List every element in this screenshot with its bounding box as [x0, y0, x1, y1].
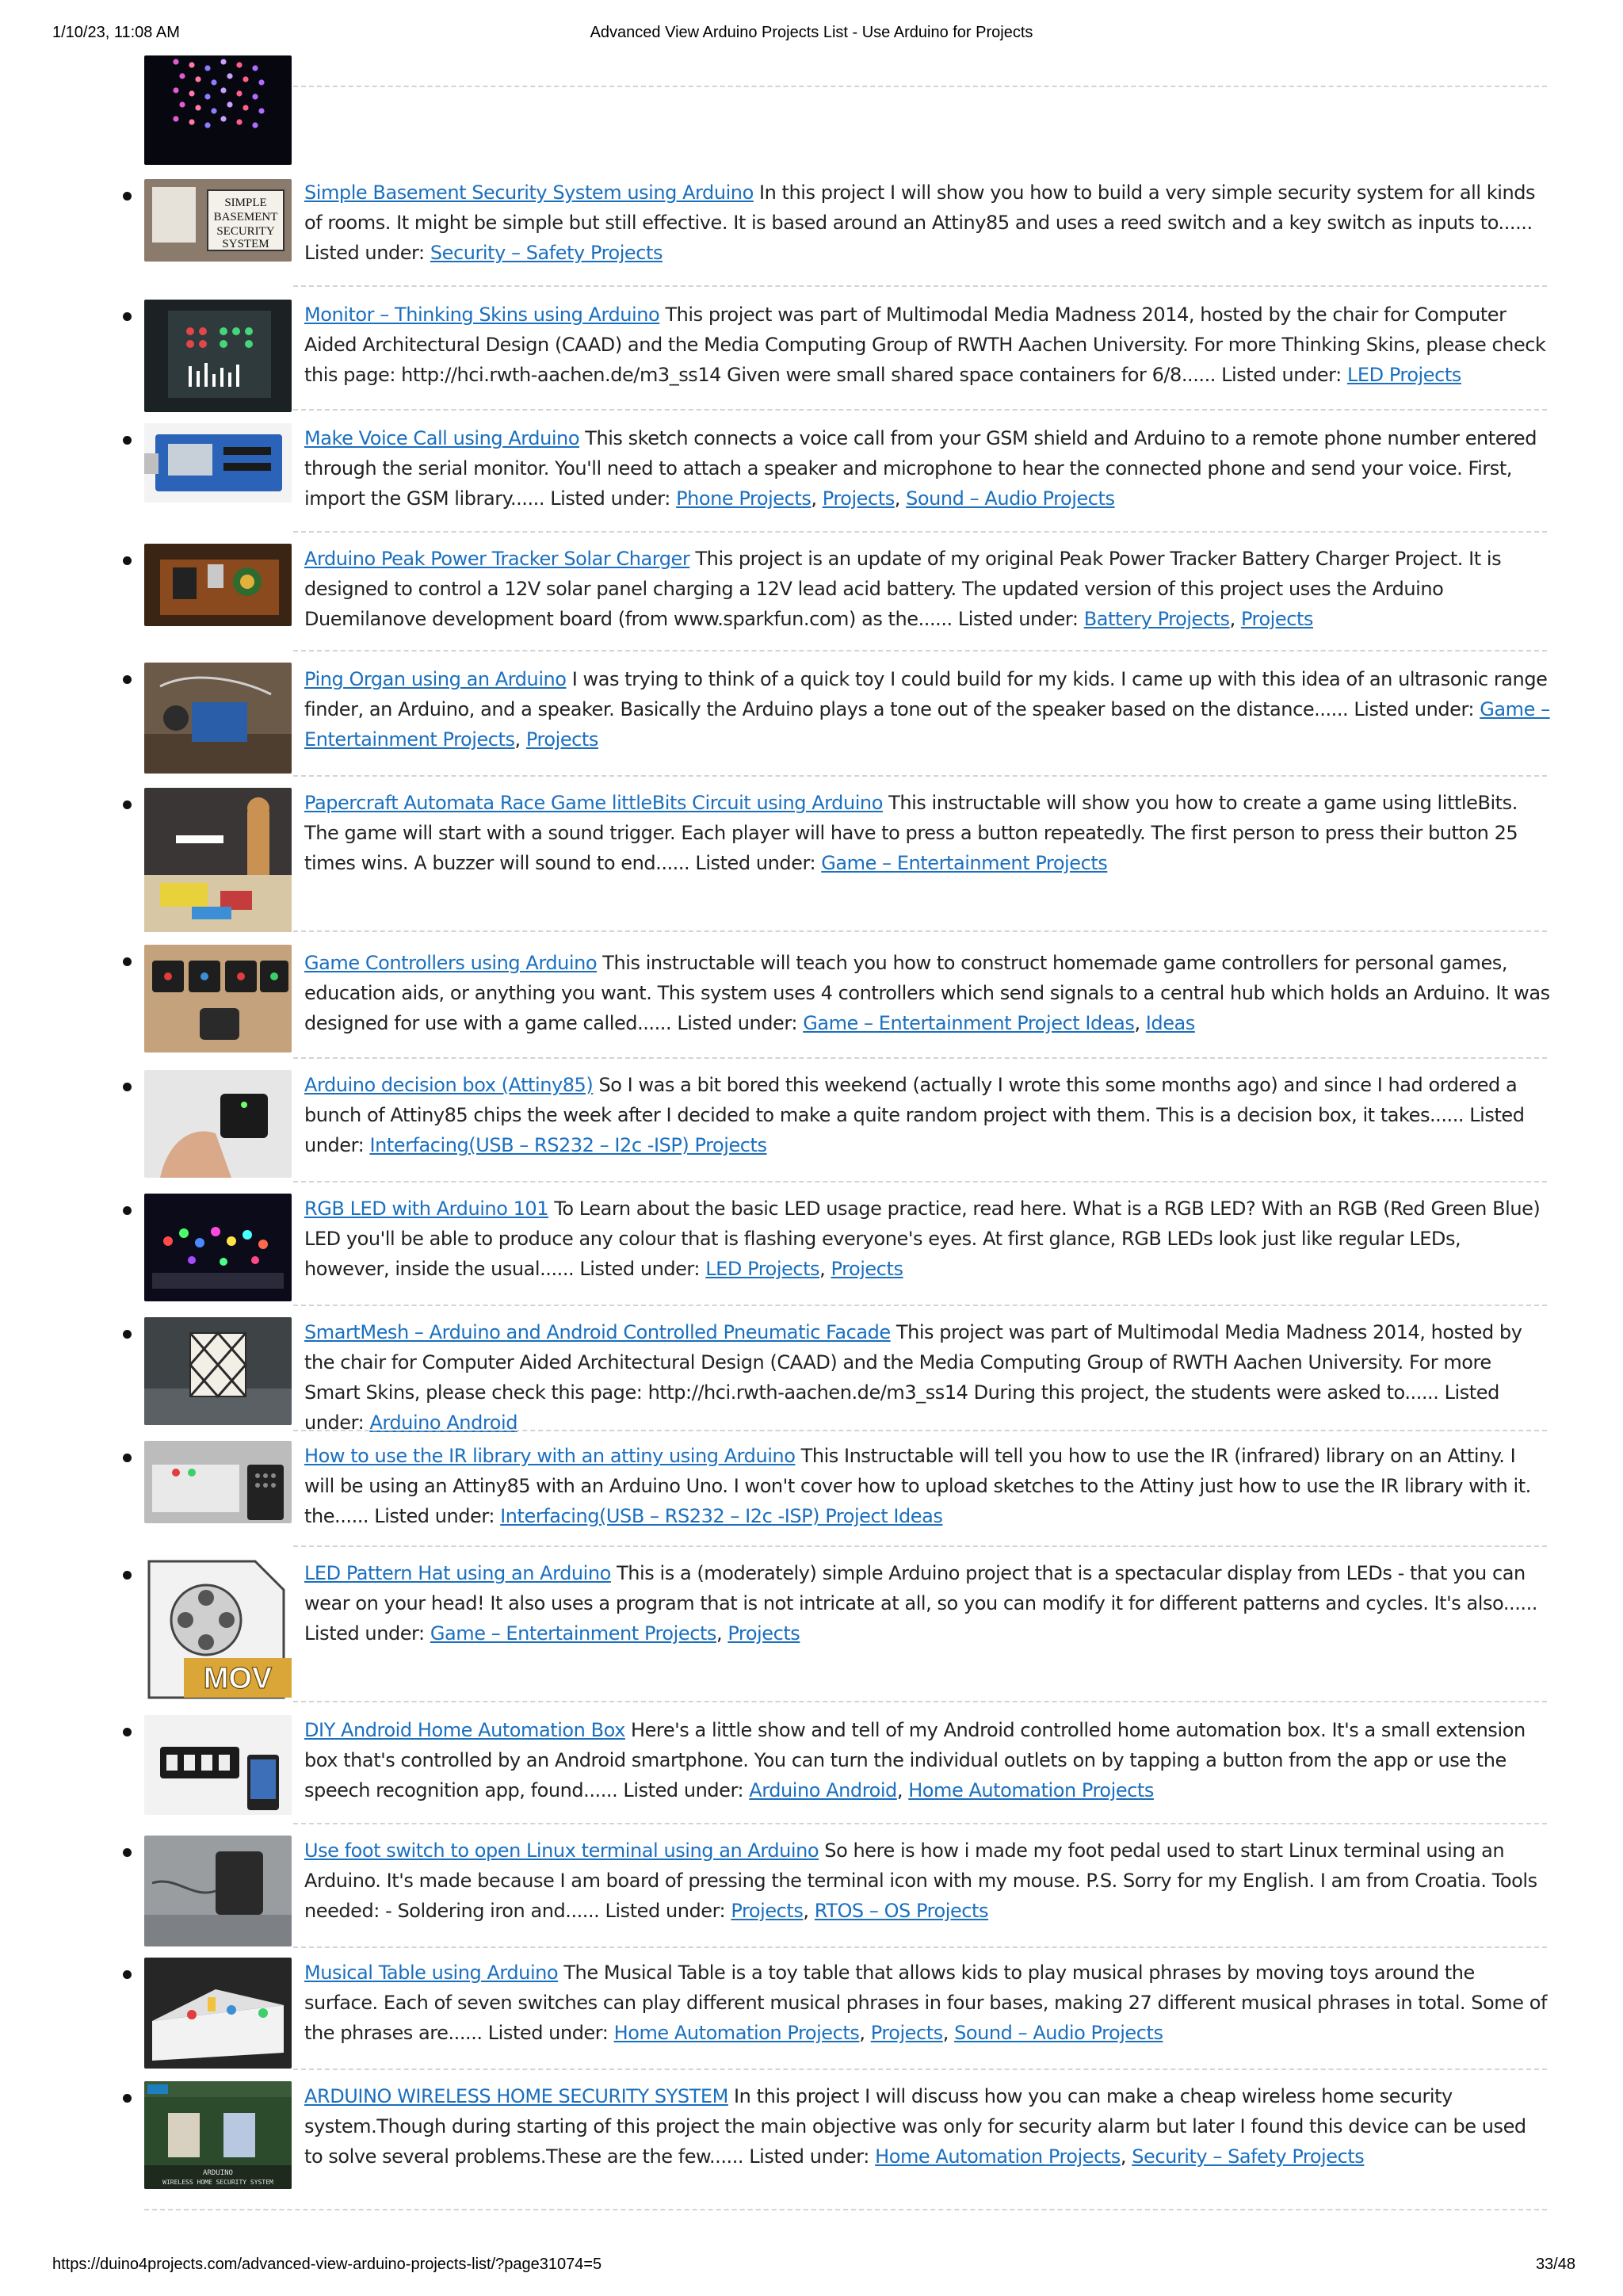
project-description: This project was part of Multimodal Media Madness 2014, hosted by the chair for Computer Aided Architectural Design (CAAD) and the Media Computing Group of RWTH Aachen University. For more Smart Skins, please check this page: http://hci.rwth-aachen.de/m3_ss14 During this project, the students were asked to...... Listed under:: [304, 1321, 1522, 1434]
project-summary: Arduino Peak Power Tracker Solar Charger This project is an update of my original Peak Power Tracker Battery Charger Project. It is designed to control a 12V solar panel charging a 12V lead acid battery. The updated version of this project uses the Arduino Duemilanove development board (from www.sparkfun.com) as the...... Listed under: Battery Projects, Projects: [304, 548, 1502, 630]
project-summary: [304, 300, 1550, 390]
papercraft-icon[interactable]: [144, 788, 292, 932]
project-summary: ARDUINO WIRELESS HOME SECURITY SYSTEM In this project I will discuss how you can make a cheap wireless home security system.Though during starting of this project the main objective was only for security alarm but later I found this device can be used to solve several problems.These are the few...... Listed under: Home Automation Projects, Security – Safety Projects: [304, 2085, 1526, 2168]
box-icon[interactable]: [144, 1070, 292, 1178]
category-link[interactable]: Projects: [525, 728, 598, 751]
category-link[interactable]: LED Projects: [1346, 364, 1461, 386]
bullet: [123, 1206, 132, 1215]
divider: [293, 650, 1547, 651]
divider: [144, 2209, 1547, 2210]
project-summary: [304, 1441, 1550, 1531]
circuit-icon[interactable]: [144, 544, 292, 626]
project-summary: [304, 178, 1550, 268]
divider: [293, 1305, 1547, 1306]
divider: [293, 409, 1547, 411]
project-summary: DIY Android Home Automation Box Here's a little show and tell of my Android controlled home automation box. It's a small extension box that's controlled by an Android smartphone. You can turn the individual outlets on by tapping a button from the app or use the speech recognition app, found...... Listed under: Arduino Android, Home Automation Projects: [304, 1719, 1526, 1801]
project-title-link[interactable]: RGB LED with Arduino 101: [304, 1198, 549, 1220]
bullet: [123, 1330, 132, 1339]
category-link[interactable]: Projects: [731, 1900, 804, 1922]
project-title-link[interactable]: Simple Basement Security System using Arduino: [304, 181, 754, 204]
bullet: [123, 1083, 132, 1091]
project-title-link[interactable]: DIY Android Home Automation Box: [304, 1719, 625, 1741]
print-datetime: 1/10/23, 11:08 AM: [52, 24, 180, 41]
bullet: [123, 2094, 132, 2103]
project-description: This is a (moderately) simple Arduino project that is a spectacular display from LEDs - that you can wear on your head! It also uses a program that is not intricate at all, so you can modify it for different patterns and cycles. It's also...... Listed under:: [304, 1562, 1537, 1645]
project-title-link[interactable]: Arduino Peak Power Tracker Solar Charger: [304, 548, 690, 570]
foot-switch-icon[interactable]: [144, 1836, 292, 1946]
project-title-link[interactable]: Papercraft Automata Race Game littleBits Circuit using Arduino: [304, 792, 883, 814]
project-summary: Musical Table using Arduino The Musical Table is a toy table that allows kids to play musical phrases by moving toys around the surface. Each of seven switches can play different musical phrases in four bases, making 27 different musical phrases in total. Some of the phrases are...... Listed under: Home Automation Projects, Projects, Sound – Audio Projects: [304, 1962, 1547, 2044]
print-footer: [0, 2256, 1623, 2279]
project-title-link[interactable]: Ping Organ using an Arduino: [304, 668, 567, 690]
divider: [293, 2069, 1547, 2070]
bullet: [123, 1848, 132, 1857]
project-title-link[interactable]: LED Pattern Hat using an Arduino: [304, 1562, 611, 1584]
divider: [293, 1823, 1547, 1824]
project-description: In this project I will show you how to build a very simple security system for all kinds of rooms. It might be simple but still effective. It is based around an Attiny85 and uses a reed switch and a key switch as inputs to...... Listed under:: [304, 181, 1536, 264]
project-description: To Learn about the basic LED usage practice, read here. What is a RGB LED? With an RGB (Red Green Blue) LED you'll be able to produce any colour that is flashing everyone's eyes. At first glance, RGB LEDs look just like regular LEDs, however, inside the usual...... Listed under:: [304, 1198, 1541, 1280]
category-link[interactable]: Projects: [822, 487, 895, 510]
table-icon[interactable]: [144, 1958, 292, 2069]
project-description: So here is how i made my foot pedal used to start Linux terminal using an Arduino. It's made because I am board of pressing the terminal icon with my mouse. P.S. Sorry for my English. I am from Croatia. Tools needed: - Soldering iron and...... Listed under:: [304, 1839, 1537, 1922]
project-summary: Game Controllers using Arduino This instructable will teach you how to construct homemade game controllers for personal games, education aids, or anything you want. This system uses 4 controllers which send signals to a central hub which holds an Arduino. It was designed for use with a game called...... Listed under: Game – Entertainment Project Ideas, Ideas: [304, 952, 1550, 1034]
divider: [293, 930, 1547, 932]
project-summary: [304, 1317, 1550, 1438]
category-link[interactable]: Sound – Audio Projects: [906, 487, 1115, 510]
divider: [293, 1057, 1547, 1059]
security-system-icon[interactable]: [144, 2081, 292, 2189]
mov-file-icon[interactable]: [144, 1558, 292, 1701]
divider: [293, 775, 1547, 777]
controllers-icon[interactable]: [144, 945, 292, 1052]
project-description: This sketch connects a voice call from your GSM shield and Arduino to a remote phone number entered through the serial monitor. You'll need to attach a speaker and microphone to hear the connected phone and send your voice. First, import the GSM library...... Listed under:: [304, 427, 1537, 510]
project-description: Here's a little show and tell of my Android controlled home automation box. It's a small extension box that's controlled by an Android smartphone. You can turn the individual outlets on by tapping a button from the app or use the speech recognition app, found...... Listed under:: [304, 1719, 1526, 1801]
category-link[interactable]: Security – Safety Projects: [430, 242, 663, 264]
print-url: https://duino4projects.com/advanced-view-arduino-projects-list/?page31074=5: [52, 2256, 602, 2273]
svg-text:WIRELESS HOME SECURITY SYSTEM: WIRELESS HOME SECURITY SYSTEM: [162, 2179, 273, 2186]
project-title-link[interactable]: SmartMesh – Arduino and Android Controlled Pneumatic Facade: [304, 1321, 891, 1343]
project-title-link[interactable]: Game Controllers using Arduino: [304, 952, 598, 974]
project-description: I was trying to think of a quick toy I could build for my kids. I came up with this idea of an ultrasonic range finder, an Arduino, and a speaker. Basically the Arduino plays a tone out of the speaker based on the distance...... Listed under:: [304, 668, 1548, 720]
divider: [293, 285, 1547, 287]
bullet: [123, 556, 132, 565]
project-title-link[interactable]: Make Voice Call using Arduino: [304, 427, 580, 449]
category-link[interactable]: Security – Safety Projects: [1132, 2145, 1365, 2168]
category-link[interactable]: LED Projects: [705, 1258, 820, 1280]
project-description: This instructable will show you how to create a game using littleBits. The game will start with a sound trigger. Each player will have to press a button repeatedly. The first person to press their button 25 times wins. A buzzer will sound to end...... Listed under:: [304, 792, 1518, 874]
print-page-title: Advanced View Arduino Projects List - Use Arduino for Projects: [590, 24, 1033, 41]
bullet: [123, 1571, 132, 1580]
bullet: [123, 800, 132, 809]
category-link[interactable]: Phone Projects: [676, 487, 812, 510]
facade-icon[interactable]: [144, 1317, 292, 1425]
divider: [293, 1946, 1547, 1948]
category-link[interactable]: Home Automation Projects: [908, 1779, 1154, 1801]
organ-icon[interactable]: [144, 663, 292, 774]
bullet: [123, 675, 132, 684]
project-description: So I was a bit bored this weekend (actually I wrote this some months ago) and since I had ordered a bunch of Attiny85 chips the week after I decided to make a quite random project with them. This is a decision box, it takes...... Listed under:: [304, 1074, 1525, 1156]
project-summary: Use foot switch to open Linux terminal using an Arduino So here is how i made my foot pedal used to start Linux terminal using an Arduino. It's made because I am board of pressing the terminal icon with my mouse. P.S. Sorry for my English. I am from Croatia. Tools needed: - Soldering iron and...... Listed under: Projects, RTOS – OS Projects: [304, 1839, 1537, 1922]
divider: [293, 1181, 1547, 1182]
bullet: [123, 1970, 132, 1979]
category-link[interactable]: Sound – Audio Projects: [954, 2022, 1163, 2044]
category-link[interactable]: Arduino Android: [369, 1412, 517, 1434]
project-title-link[interactable]: ARDUINO WIRELESS HOME SECURITY SYSTEM: [304, 2085, 728, 2107]
bullet: [123, 957, 132, 966]
category-link[interactable]: Game – Entertainment Projects: [821, 852, 1108, 874]
category-link[interactable]: Home Automation Projects: [875, 2145, 1121, 2168]
svg-text:BASEMENT: BASEMENT: [213, 211, 278, 223]
project-summary: [304, 1070, 1550, 1160]
project-description: This project is an update of my original Peak Power Tracker Battery Charger Project. It is designed to control a 12V solar panel charging a 12V lead acid battery. The updated version of this project uses the Arduino Duemilanove development board (from www.sparkfun.com) as the...... Listed under:: [304, 548, 1502, 630]
svg-text:ARDUINO: ARDUINO: [203, 2169, 233, 2177]
project-description: In this project I will discuss how you can make a cheap wireless home security system.Though during starting of this project the main objective was only for security alarm but later I found this device can be used to solve several problems.These are the few...... Listed under:: [304, 2085, 1526, 2168]
divider: [293, 1545, 1547, 1547]
category-link[interactable]: Arduino Android: [749, 1779, 897, 1801]
divider: [293, 1430, 1547, 1431]
category-link[interactable]: Game – Entertainment Project Ideas: [803, 1012, 1135, 1034]
bullet: [123, 1728, 132, 1736]
project-summary: LED Pattern Hat using an Arduino This is a (moderately) simple Arduino project that is a spectacular display from LEDs - that you can wear on your head! It also uses a program that is not intricate at all, so you can modify it for different patterns and cycles. It's also...... Listed under: Game – Entertainment Projects, Projects: [304, 1562, 1537, 1645]
category-link[interactable]: Interfacing(USB – RS232 – I2c -ISP) Projects: [369, 1134, 767, 1156]
category-link[interactable]: Home Automation Projects: [613, 2022, 860, 2044]
project-title-link[interactable]: Monitor – Thinking Skins using Arduino: [304, 304, 660, 326]
rgb-led-icon[interactable]: [144, 1194, 292, 1301]
project-title-link[interactable]: Use foot switch to open Linux terminal using an Arduino: [304, 1839, 819, 1862]
category-link[interactable]: Ideas: [1145, 1012, 1195, 1034]
svg-text:SIMPLE: SIMPLE: [224, 197, 267, 209]
project-summary: Make Voice Call using Arduino This sketch connects a voice call from your GSM shield and Arduino to a remote phone number entered through the serial monitor. You'll need to attach a speaker and microphone to hear the connected phone and send your voice. First, import the GSM library...... Listed under: Phone Projects, Projects, Sound – Audio Projects: [304, 427, 1537, 510]
project-description: This instructable will teach you how to construct homemade game controllers for personal games, education aids, or anything you want. This system uses 4 controllers which send signals to a central hub which holds an Arduino. It was designed for use with a game called...... Listed under:: [304, 952, 1550, 1034]
category-link[interactable]: Projects: [831, 1258, 903, 1280]
svg-text:MOV: MOV: [203, 1662, 273, 1695]
project-title-link[interactable]: Musical Table using Arduino: [304, 1962, 559, 1984]
monitor-icon[interactable]: [144, 300, 292, 412]
project-summary: RGB LED with Arduino 101 To Learn about the basic LED usage practice, read here. What is a RGB LED? With an RGB (Red Green Blue) LED you'll be able to produce any colour that is flashing everyone's eyes. At first glance, RGB LEDs look just like regular LEDs, however, inside the usual...... Listed under: LED Projects, Projects: [304, 1198, 1541, 1280]
bullet: [123, 1454, 132, 1462]
project-title-link[interactable]: Arduino decision box (Attiny85): [304, 1074, 594, 1096]
ir-icon[interactable]: [144, 1441, 292, 1523]
project-title-link[interactable]: How to use the IR library with an attiny using Arduino: [304, 1445, 796, 1467]
bullet: [123, 192, 132, 201]
category-link[interactable]: Game – Entertainment Projects: [304, 698, 1550, 751]
page-number: 33/48: [1535, 2256, 1575, 2273]
divider: [293, 1701, 1547, 1702]
category-link[interactable]: Projects: [870, 2022, 943, 2044]
divider: [293, 531, 1547, 533]
project-description: The Musical Table is a toy table that allows kids to play musical phrases by moving toys around the surface. Each of seven switches can play different musical phrases in four bases, making 27 different musical phrases in total. Some of the phrases are...... Listed under:: [304, 1962, 1547, 2044]
sign-icon[interactable]: [144, 179, 292, 262]
svg-text:SYSTEM: SYSTEM: [222, 238, 269, 250]
project-summary: [304, 788, 1550, 878]
category-link[interactable]: Interfacing(USB – RS232 – I2c -ISP) Project Ideas: [500, 1505, 943, 1527]
svg-text:SECURITY: SECURITY: [216, 225, 275, 238]
bullet: [123, 436, 132, 445]
category-link[interactable]: Projects: [727, 1622, 800, 1645]
project-description: This Instructable will tell you how to use the IR (infrared) library on an Attiny. I will be using an Attiny85 with an Arduino Uno. I won't cover how to upload sketches to the Attiny just how to use the IR library with it. the...... Listed under:: [304, 1445, 1531, 1527]
project-summary: Ping Organ using an Arduino I was trying to think of a quick toy I could build for my kids. I came up with this idea of an ultrasonic range finder, an Arduino, and a speaker. Basically the Arduino plays a tone out of the speaker based on the distance...... Listed under: Game – Entertainment Projects, Projects: [304, 668, 1550, 751]
bullet: [123, 312, 132, 321]
board-icon[interactable]: [144, 423, 292, 502]
category-link[interactable]: Projects: [1240, 608, 1313, 630]
category-link[interactable]: Game – Entertainment Projects: [430, 1622, 716, 1645]
project-description: This project was part of Multimodal Media Madness 2014, hosted by the chair for Computer Aided Architectural Design (CAAD) and the Media Computing Group of RWTH Aachen University. For more Thinking Skins, please check this page: http://hci.rwth-aachen.de/m3_ss14 Given were small shared space containers for 6/8...... Listed under:: [304, 304, 1546, 386]
automation-box-icon[interactable]: [144, 1715, 292, 1815]
category-link[interactable]: RTOS – OS Projects: [814, 1900, 989, 1922]
category-link[interactable]: Battery Projects: [1083, 608, 1230, 630]
